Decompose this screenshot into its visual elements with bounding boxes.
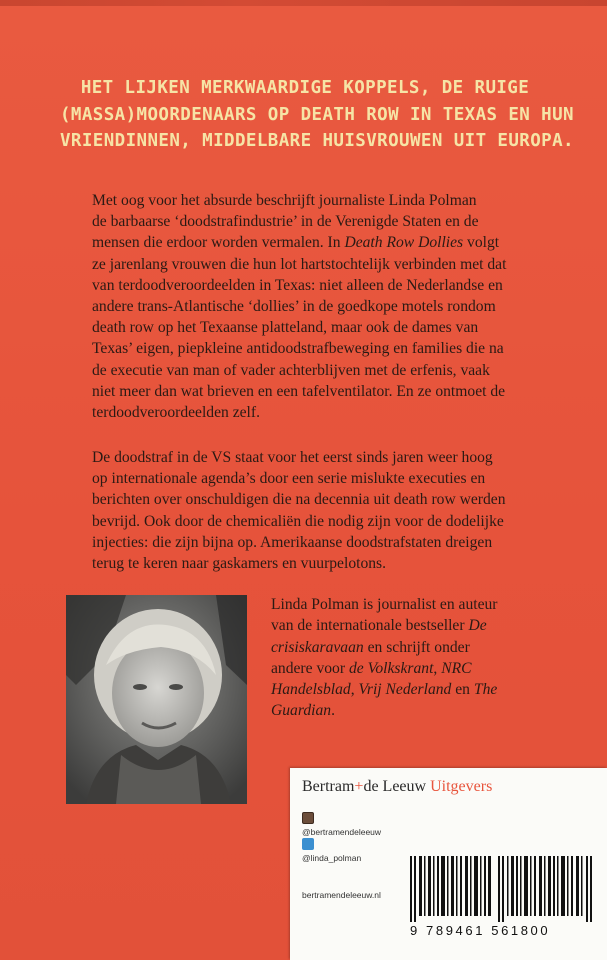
bio-line: [271, 637, 551, 658]
instagram-handle-row: [302, 827, 381, 837]
text-line: [92, 232, 538, 253]
text-line: terdoodveroordeelden zelf.: [92, 404, 260, 422]
book-title: crisiskaravaan: [271, 638, 364, 656]
twitter-handle: @linda_polman: [302, 853, 362, 863]
text-line: De doodstraf in de VS staat voor het eerst sinds jaren weer hoog: [92, 449, 493, 466]
publication-title: Vrij Nederland: [358, 681, 452, 699]
text-line: andere trans-Atlantische ‘dollies’ in de goedkope motels rondom: [92, 298, 496, 316]
text-segment: andere voor: [271, 659, 346, 677]
text-line: Texas’ eigen, piepkleine antidoodstrafbeweging en families die na: [92, 340, 504, 358]
text-line: de executie van man of vader achterblijven met de erfenis, vaak: [92, 361, 490, 379]
text-segment: en: [455, 681, 470, 699]
publisher-name-part: de Leeuw: [363, 778, 427, 795]
bio-line: [271, 615, 551, 636]
publication-title: NRC: [441, 659, 472, 677]
publication-title: The: [473, 681, 498, 699]
instagram-handle: @bertramendeleeuw: [302, 827, 382, 837]
isbn-number: 9 789461 561800: [410, 923, 551, 938]
author-bio: [271, 594, 551, 722]
text-line: op internationale agenda’s door een serie mislukte executies en: [92, 470, 486, 488]
instagram-row: [302, 812, 314, 824]
publication-title: Handelsblad: [271, 681, 351, 699]
text-segment: volgt: [467, 234, 500, 252]
headline-line-1: HET LIJKEN MERKWAARDIGE KOPPELS, DE RUIGE: [80, 78, 530, 98]
publication-title: de Volkskrant: [348, 659, 434, 677]
text-line: niet meer dan wat brieven en een tafelventilator. En ze ontmoet de: [92, 382, 506, 400]
instagram-icon: [302, 812, 314, 824]
headline-line-3: VRIENDINNEN, MIDDELBARE HUISVROUWEN UIT EUROPA.: [60, 131, 574, 151]
text-line: Met oog voor het absurde beschrijft journaliste Linda Polman: [92, 192, 477, 209]
twitter-handle-row: [302, 853, 361, 863]
publisher-plus: +: [354, 778, 364, 795]
text-line: van terdoodveroordeelden in Texas: niet alleen de Nederlandse en: [92, 276, 503, 294]
barcode: [410, 856, 598, 922]
author-photo: [66, 595, 247, 804]
book-title: Death Row Dollies: [344, 234, 464, 252]
description-paragraph-1: [92, 190, 538, 423]
text-segment: mensen die erdoor worden vermalen. In: [92, 234, 341, 252]
twitter-icon: [302, 838, 314, 850]
headline: [60, 75, 574, 155]
cover-top-edge: [0, 0, 607, 6]
text-line: death row op het Texaanse platteland, maar ook de dames van: [92, 319, 479, 337]
publisher-name: [302, 778, 492, 796]
publisher-website: bertramendeleeuw.nl: [302, 890, 381, 900]
publisher-name-part: Uitgevers: [430, 778, 493, 795]
text-segment: .: [331, 702, 335, 720]
text-segment: en schrijft onder: [367, 638, 470, 656]
text-line: berichten over onschuldigen die na decennia uit death row werden: [92, 491, 506, 509]
text-line: injecties: die zijn bijna op. Amerikaanse doodstrafstaten dreigen: [92, 533, 493, 551]
separator: ,: [433, 659, 438, 677]
author-portrait-illustration: [66, 595, 247, 804]
publication-title: Guardian: [271, 702, 332, 720]
book-title: De: [468, 617, 487, 635]
bio-line: [271, 700, 551, 721]
description-paragraph-2: [92, 447, 538, 574]
publisher-barcode-panel: [290, 768, 607, 960]
twitter-row: [302, 838, 314, 850]
headline-line-2: (MASSA)MOORDENAARS OP DEATH ROW IN TEXAS EN HUN: [60, 104, 574, 125]
bio-line: [271, 679, 551, 700]
text-segment: van de internationale bestseller: [271, 617, 465, 635]
text-line: terug te keren naar gaskamers en vuurpelotons.: [92, 555, 387, 573]
bio-line: Linda Polman is journalist en auteur: [271, 596, 498, 613]
text-line: ze jarenlang vrouwen die hun lot hartstochtelijk verbinden met dat: [92, 255, 507, 273]
separator: ,: [350, 681, 355, 699]
text-line: bevrijd. Ook door de chemicaliën die nodig zijn voor de dodelijke: [92, 512, 504, 530]
text-line: de barbaarse ‘doodstrafindustrie’ in de Verenigde Staten en de: [92, 213, 479, 231]
bio-line: [271, 658, 551, 679]
publisher-name-part: Bertram: [302, 778, 355, 795]
